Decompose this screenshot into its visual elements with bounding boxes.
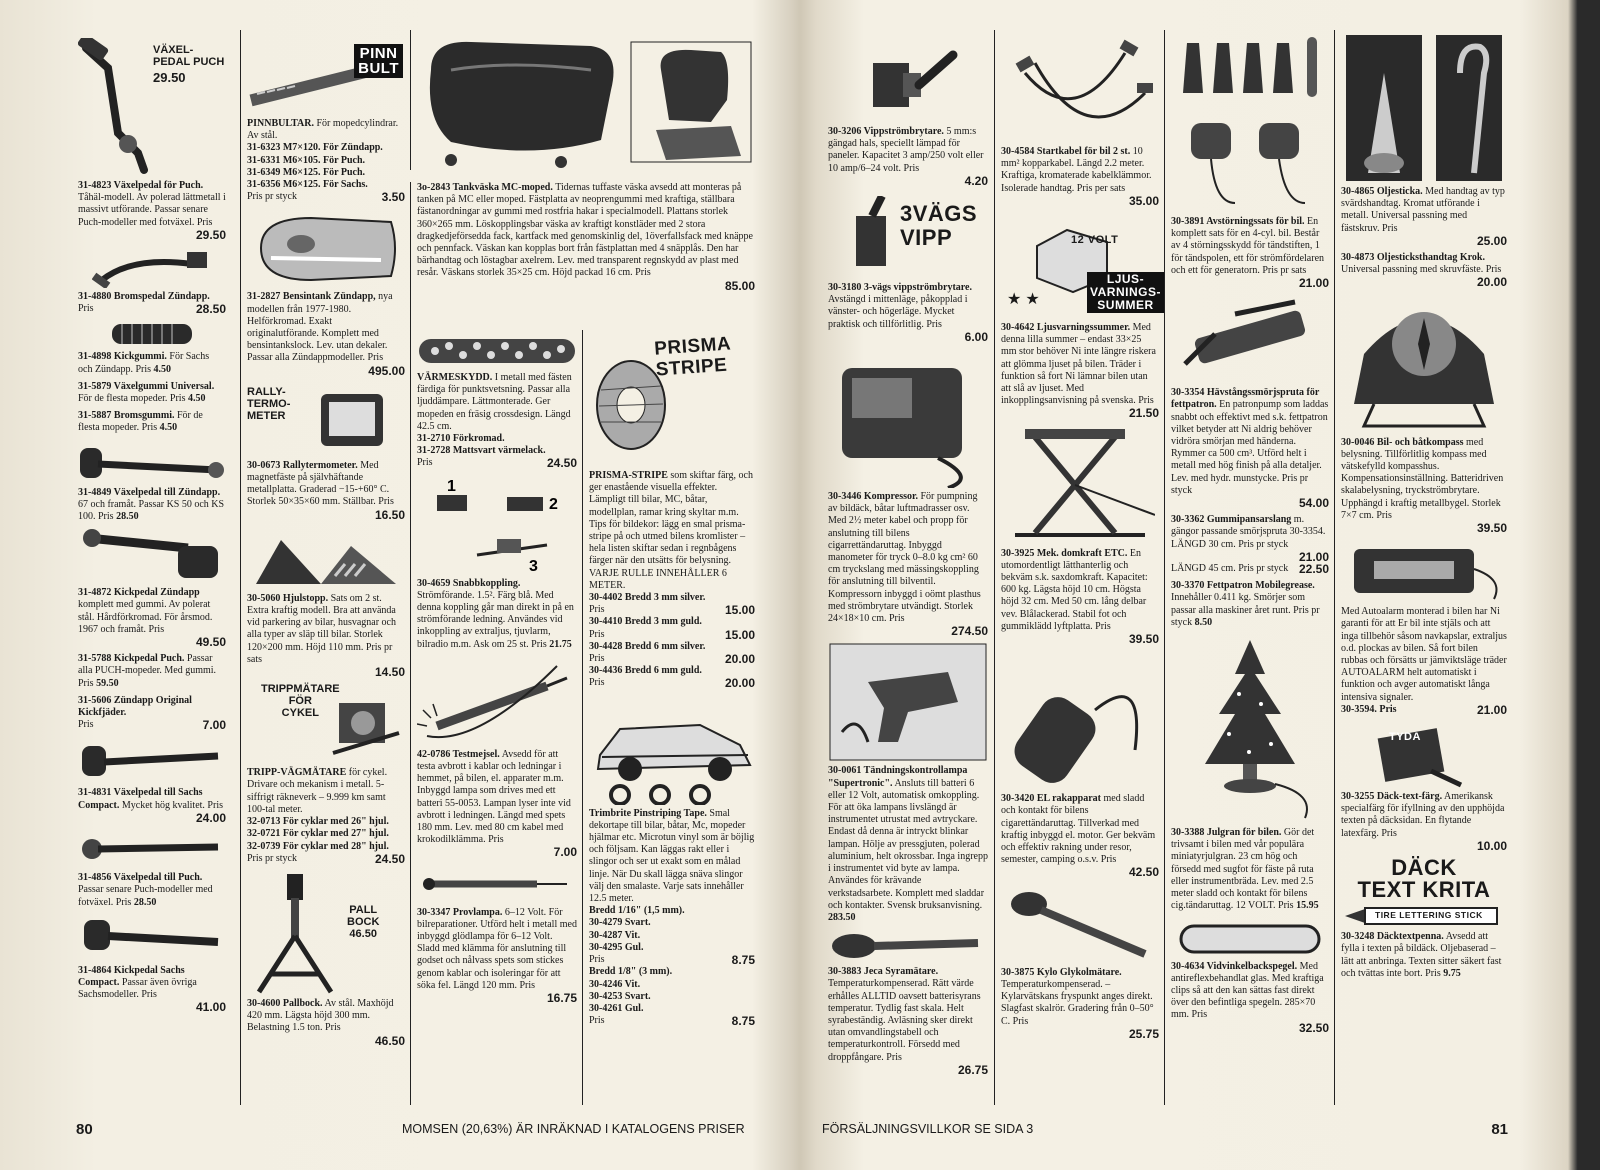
product-30-3370: 30-3370 Fettpatron Mobilegrease. Innehåller 0.411 kg. Smörjer som passar alla maskiner året runt. Pris pr styck 8.50: [1171, 580, 1320, 628]
product-30-0046: 30-0046 Bil- och båtkompass med belysning. Tillförlitlig kompass med vätskefylld kompasshus. Kompensationsinställning. Batteridriven skalabelysning, tryckströmbrytare. Upphängd i kraftig metallbygel. Storlek 7×7 cm. Pris 39.50: [1341, 436, 1507, 536]
ljusvarning-stamp: LJUS- VARNINGS- SUMMER: [1087, 272, 1164, 313]
prisma-stripe-stamp: PRISMA STRIPE: [653, 333, 732, 381]
tripp-illustration: [247, 683, 405, 767]
tyda-illustration: [1341, 721, 1507, 791]
3vags-vipp-stamp: 3VÄGS VIPP: [900, 201, 978, 251]
hjulstopp-icon: [251, 526, 401, 590]
product-30-3354: 30-3354 Hävstångssmörjspruta för fettpatron. En patronpump som laddas snabbt och effektivt med s.k. fettpatron vilket betyder att Ni aldrig behöver vidröra smörjan med händerna. Rymmer ca 500 cm³. Utförd helt i metall med hög finish på alla detaljer. Lev. med hydr. munstycke. Pris pr styck 54.00: [1171, 387, 1329, 511]
vaxelpedal-sachs-icon: [78, 736, 228, 784]
rakapparat-icon: [1005, 650, 1155, 790]
dack-text-krita-stamp: DÄCK TEXT KRITA: [1357, 855, 1491, 903]
kompass-icon: [1344, 294, 1504, 434]
kickpedal-zundapp-icon: [78, 528, 228, 584]
bromspedal-icon: [92, 246, 212, 288]
product-31-4898: 31-4898 Kickgummi. För Sachs och Zündapp. Pris 4.50: [78, 351, 210, 375]
product-3o-2843: 3o-2843 Tankväska MC-moped. Tidernas tuffaste väska avsedd att monteras på tanken på MC eller moped. Fästplatta av neoprengummi med kraftiga, ställbara fästanordningar av gummi med rostfria hakar i specialmodell. Plattans storlek 360×265 mm. Löskopplingsbar väska av kraftigt konstläder med 2 stora dragkedjeförsedda fack, kartfack med genomskinlig del, 1överfallsfack med knäppe och pennfack. Väskan kan kopplas bort från fästplattan med 4 snäpplås. Den har bärhandtag och löstagbar axelrem. Lev. med transparent regnskydd av plast med resår. Väskans storlek 35×25 cm. Höjd packad 16 cm. Pris 85.00: [417, 182, 755, 293]
rallytermometer-tag: RALLY- TERMO- METER: [247, 385, 291, 422]
footer-moms: MOMSEN (20,63%) ÄR INRÄKNAD I KATALOGENS PRISER: [402, 1122, 745, 1136]
rallytermometer-illustration: [247, 382, 405, 460]
product-30-3362: 30-3362 Gummipansarslang m. gängor passande smörjspruta 30-3354. LÄNGD 30 cm. Pris pr styck 21.00 LÄNGD 45 cm. Pris pr styck 22.50: [1171, 514, 1329, 577]
product-30-4873: 30-4873 Oljesticksthandtag Krok. Universal passning med skruvfäste. Pris 20.00: [1341, 252, 1507, 290]
bensintank-icon: [251, 208, 401, 288]
product-42-0786: 42-0786 Testmejsel. Avsedd för att testa avbrott i kablar och ledningar i hemmet, på bilen, el. apparater m.m. Inbyggd lampa som drives med ett batteri 55-0053. Lampan lyser inte vid avbrott i ledningen. Längd med spets 180 mm. Lev. med 80 cm kabel med krokodilklämma. Pris 7.00: [417, 748, 577, 860]
vaxelpedal-puch-tag-price: 29.50: [153, 70, 186, 85]
product-31-5606: 31-5606 Zündapp Original Kickfjäder. Pris 7.00: [78, 694, 226, 733]
avstorningssats-icon: [1175, 33, 1325, 213]
footer-villkor: FÖRSÄLJNINGSVILLKOR SE SIDA 3: [822, 1122, 1034, 1136]
product-pinnbultar: PINNBULTAR. För mopedcylindrar. Av stål. 31-6323 M7×120. För Zündapp. 31-6331 M6×105. För Puch. 31-6349 M6×125. För Puch. 31-6356 M6×125. För Sachs. Pris pr styck 3.50: [247, 118, 405, 205]
pallbock-illustration: [247, 870, 405, 998]
product-31-5788: 31-5788 Kickpedal Puch. Passar alla PUCH-mopeder. Med gummi. Pris 59.50: [78, 653, 217, 689]
domkraft-icon: [1005, 425, 1155, 545]
snabbkoppling-icon: [417, 475, 577, 575]
prisma-illustration: [589, 330, 755, 470]
3vags-illustration: [828, 192, 988, 282]
paint-bottle-icon: [1371, 721, 1471, 791]
termometer-icon: [315, 386, 395, 456]
tyda-label: TYDA: [1389, 731, 1421, 744]
left-column-3: [410, 330, 583, 1105]
left-page: [72, 30, 760, 1140]
product-30-3347: 30-3347 Provlampa. 6–12 Volt. För bilreparationer. Utförd helt i metall med inbyggd glödlampa för 6–12 Volt. Sladd med klämma för anslutning till godset och nålvass spets som stickes genom kablar och isoleringar för att söka fel. Längd 120 mm. Pris 16.75: [417, 906, 577, 1006]
vaxelpedal-zundapp-icon: [78, 440, 228, 484]
left-column-4: [582, 330, 761, 1105]
pedal-icon: [78, 38, 148, 178]
product-30-3388: 30-3388 Julgran för bilen. Gör det trivsamt i bilen med vår populära miniatyrjulgran. 23 cm hög och försedd med sugfot för fäste på ruta eller instrumentbräda. Lev. med 2.5 meter sladd och kontakt för bilens cig.tändaruttag. 12 VOLT. Pris 15.95: [1171, 827, 1319, 912]
right-column-1: [822, 30, 994, 1105]
product-30-4659: 30-4659 Snabbkoppling. Strömförande. 1.5². Färg blå. Med denna koppling går man direkt in på en strömförande ledning. Användes vid inkoppling av extraljus, tjuvlarm, bilradio m.m. Ask om 25 st. Pris 21.75: [417, 577, 574, 650]
product-30-3206: 30-3206 Vippströmbrytare. 5 mm:s gängad hals, speciellt lämpad för paneler. Kapacitet 3 amp/250 volt eller 10 amp/6–24 volt. Pris 4.20: [828, 126, 988, 188]
smorjspruta-icon: [1175, 294, 1325, 384]
product-30-0673: 30-0673 Rallytermometer. Med magnetfäste på självhäftande metallplatta. Graderad −15-+60° C. Storlek 50×35×60 mm. Ställbar. Pris 16.50: [247, 459, 405, 522]
autoalarm-icon: [1344, 539, 1504, 603]
product-30-3255: 30-3255 Däck-text-färg. Amerikansk specialfärg för ifyllning av den upphöjda texten på däcksidan. En flytande latexfärg. Pris 10.00: [1341, 791, 1507, 853]
product-30-3594: Med Autoalarm monterad i bilen har Ni garanti för att Er bil inte stjäls och att inga tillbehör såsom navkapslar, extraljus o.d. plockas av bilen. Så fort bilen rubbas och försätts ur jämviktsläge träder AUTOALARM helt automatiskt i funktion och avger automatiskt långa intensiva signaler. 30-3594. Pris 21.00: [1341, 606, 1507, 717]
product-31-4864: 31-4864 Kickpedal Sachs Compact. Passar även övriga Sachsmodeller. Pris 41.00: [78, 964, 226, 1015]
product-31-5887: 31-5887 Bromsgummi. För de flesta mopeder. Pris 4.50: [78, 410, 203, 434]
tire-lettering-stick-label: TIRE LETTERING STICK: [1375, 910, 1483, 921]
svg-text:3: 3: [529, 557, 538, 575]
julgran-icon: [1175, 634, 1325, 824]
kompressor-icon: [828, 348, 988, 488]
product-30-4584: 30-4584 Startkabel för bil 2 st. 10 mm² kopparkabel. Längd 2.2 meter. Kraftiga, kromaterade kabelklämmor. Isolerade handtag. Pris per sats 35.00: [1001, 146, 1159, 208]
pallbock-tag: PALL BOCK 46.50: [347, 903, 380, 940]
product-30-3420: 30-3420 EL rakapparat med sladd och kontakt för bilens cigarettändaruttag. Tillverkad med kraftig inbyggd el. motor. Ger bekväm och effektiv rakning under resor, semester, camping o.s.v. Pris 42.50: [1001, 793, 1159, 880]
product-30-4642: 30-4642 Ljusvarningssummer. Med denna lilla summer – endast 33×25 mm stor behöver Ni inte längre riskera att glömma ljuset på bilen. Träder i funktion så fort Ni lämnar bilen utan att slå av ljuset. Med inkopplingsanvisning på svenska. Pris 21.50: [1001, 322, 1159, 421]
product-30-3883: 30-3883 Jeca Syramätare. Temperaturkompenserad. Rätt värde erhålles ALLTID oavsett batterisyrans temperatur. Tydlig fast skala. Helt syrabeständig. Avläsning sker direkt utan omvandlingstabell och temperaturkontroll. Försedd med droppfångare. Pris 26.75: [828, 966, 988, 1077]
product-30-4600: 30-4600 Pallbock. Av stål. Maxhöjd 420 mm. Lägsta höjd 300 mm. Belastning 1.5 ton. Pris 46.50: [247, 997, 405, 1048]
product-30-0061: 30-0061 Tändningskontrollampa "Supertronic". Ansluts till batteri 6 eller 12 Volt, automatisk omkoppling. För att öka lampans livslängd är instrumentet utrustat med avtryckare. Endast då denna är intryckt blinkar lampan. Hölje av pressgjuten, polerad aluminium, helt okrossbar. Inga ingrepp i instrumentet vid byte av lampa. Användes för krävande verkstadsarbete. Komplett med sladdar och kontakter. Svensk bruksanvisning. 283.50: [828, 765, 988, 923]
kickpedal-sachs-icon: [78, 914, 228, 962]
product-30-3875: 30-3875 Kylo Glykolmätare. Temperaturkompenserad. – Kylarvätskans fryspunkt anges direkt. Slagfast skalrör. Gradering från 0–50° C. Pris 25.75: [1001, 966, 1159, 1041]
right-column-2: [994, 30, 1165, 1105]
testmejsel-icon: [417, 656, 577, 746]
product-prisma-stripe: PRISMA-STRIPE som skiftar färg, och ger enastående visuella effekter. Lämpligt till bilar, MC, båtar, modellplan, ramar kring skyltar m.m. Tips för bildekor: lägg en smal prisma-stripe på och utmed bilens kromlister – hela listen skiftar sedan i regnbågens färger när den utsätts för belysning. VARJE RULLE INNEHÅLLER 6 METER. 30-4402 Bredd 3 mm silver. Pris 15.00 30-4410 Bredd 3 mm guld. Pris 15.00 30-4428 Bredd 6 mm silver. Pris 20.00 30-4436 Bredd 6 mm guld. Pris 20.00: [589, 470, 755, 691]
tankvaska-illustration: [410, 30, 761, 170]
product-31-4831: 31-4831 Växelpedal till Sachs Compact. Mycket hög kvalitet. Pris 24.00: [78, 787, 226, 825]
pinnbult-illustration: [247, 30, 405, 118]
car-pinstripe-icon: [590, 695, 755, 805]
product-30-3925: 30-3925 Mek. domkraft ETC. En utomordentligt lätthanterlig och bekväm s.k. saxdomkraft. Kapacitet: 600 kg. Lägsta höjd 10 cm. Högsta höjd 32 cm. Med 50 cm. lång delbar vev. Blålackerad. Stabil fot och gummiklädd lyftplatta. Pris 39.50: [1001, 547, 1159, 647]
vaxelpedal-puch-illustration: [78, 30, 226, 180]
product-31-4872: 31-4872 Kickpedal Zündapp komplett med gummi. Av polerat stål. Hårdförkromad. För årsmod. 1967 och framåt. Pris 49.50: [78, 587, 226, 650]
product-30-3891: 30-3891 Avstörningssats för bil. En komplett sats för en 4-cyl. bil. Består av 4 störningsskydd för tändstiften, 1 för tändspolen, ett för strömfördelaren och ett för generatorn. Pris pr sats 21.00: [1171, 216, 1329, 291]
product-30-4865: 30-4865 Oljesticka. Med handtag av typ svärdshandtag. Kromat utförande i metall. Universal passning med fästskruv. Pris 25.00: [1341, 186, 1507, 248]
left-column-2: [240, 30, 411, 1105]
tripp-tag: TRIPPMÄTARE FÖR CYKEL: [261, 683, 340, 720]
provlampa-icon: [417, 864, 577, 904]
vaxelpedal-puch-tag: VÄXEL- PEDAL PUCH: [153, 44, 225, 68]
product-30-3446: 30-3446 Kompressor. För pumpning av bildäck, båtar luftmadrasser osv. Med 2½ meter kabel och propp för anslutning till bilens cigarrettändaruttag. Inbyggd manometer för tryck 0–8.0 kg cm² 60 cm tryckslang med mässingskoppling för anslutning till bilventil. Kompressorn inbyggd i oömt plasthus med strömbrytare utvändigt. Storlek 24×18×10 cm. Pris 274.50: [828, 491, 988, 639]
tandningskontrollampa-icon: [828, 642, 988, 762]
product-31-5879: 31-5879 Växelgummi Universal. För de flesta mopeder. Pris 4.50: [78, 380, 215, 405]
product-30-4634: 30-4634 Vidvinkelbackspegel. Med antireflexbehandlat glas. Med kraftiga clips så att den kan sättas fast direkt över den befintliga spegeln. 285×70 mm. Pris 32.50: [1171, 960, 1329, 1035]
varmeskydd-icon: [417, 333, 577, 369]
tankvaska-icon: [411, 30, 761, 170]
crayon-illustration: [1341, 905, 1507, 927]
product-31-4880: 31-4880 Bromspedal Zündapp. Pris 28.50: [78, 291, 226, 317]
product-varmeskydd: VÄRMESKYDD. I metall med fästen färdiga för punktsvetsning. Passar alla ljuddämpare. Lättmonterade. Ger mopeden en fräsig crossdesign. Längd 42.5 cm. 31-2710 Förkromad. 31-2728 Mattsvart värmelack. Pris 24.50: [417, 372, 577, 471]
tankvaska-text-block: [410, 182, 761, 332]
product-30-3180: 30-3180 3-vägs vippströmbrytare. Avstängd i mittenläge, påkopplad i vänster- och högerläge. Mycket praktisk och tillförlitlig. Pris 6.00: [828, 282, 988, 344]
right-page: [822, 30, 1512, 1140]
product-tripp-vagmatare: TRIPP-VÄGMÄTARE för cykel. Drivare och mekanism i metall. 5-siffrigt räkneverk – 9.999 km samt 100-tal meter. 32-0713 För cyklar med 26" hjul. 32-0721 För cyklar med 27" hjul. 32-0739 För cyklar med 28" hjul. Pris pr styck 24.50: [247, 767, 405, 866]
right-column-4: [1334, 30, 1513, 1105]
pinnbult-stamp: PINN BULT: [354, 44, 403, 78]
star-icons: ★ ★: [1007, 291, 1040, 309]
oljesticka-icon: [1344, 33, 1504, 183]
kickgummi-icon: [107, 320, 197, 348]
syramatare-icon: [828, 929, 988, 963]
page-number-right: 81: [1491, 1121, 1508, 1138]
pallbock-icon: [251, 870, 341, 996]
left-column-1: [72, 30, 232, 1105]
vaxelpedal-puch-2-icon: [78, 829, 228, 869]
glykolmatare-icon: [1005, 884, 1155, 964]
page-number-left: 80: [76, 1121, 93, 1138]
product-31-2827: 31-2827 Bensintank Zündapp, nya modellen från 1977-1980. Helförkromad. Exakt originalutförande. Komplett med bensintankslock. Lev. utan dekaler. Passar alla Zündappmodeller. Pris 495.00: [247, 291, 405, 378]
right-column-3: [1164, 30, 1335, 1105]
svg-text:2: 2: [549, 495, 558, 513]
product-trimbrite: Trimbrite Pinstriping Tape. Smal dekortape till bilar, båtar, Mc, mopeder hjälmar etc. Microtun vinyl som är böjlig och följsam. Kan läggas rakt eller i slingor och ser ut exakt som en målad linje. När Du skall lägga snäva slingor välj den smalaste. Varje sats innehåller 12.5 meter. Bredd 1/16" (1,5 mm). 30-4279 Svart. 30-4287 Vit. 30-4295 Gul. Pris 8.75 Bredd 1/8" (3 mm). 30-4246 Vit. 30-4253 Svart. 30-4261 Gul. Pris 8.75: [589, 807, 755, 1029]
backspegel-icon: [1175, 918, 1325, 958]
ljusvarning-illustration: [1001, 212, 1159, 322]
product-30-5060: 30-5060 Hjulstopp. Sats om 2 st. Extra kraftig modell. Bra att använda vid parkering av bilar, husvagnar och alla typer av släp till bilar. Storlek 120×200 mm. Höjd 110 mm. Pris pr sats 14.50: [247, 592, 405, 680]
12-volt-label: 12 VOLT: [1071, 234, 1119, 247]
product-31-4823: 31-4823 Växelpedal för Puch. Tåhäl-modell. Av polerad lättmetall i massivt utförande. Passar senare Puch-modeller med fotväxel. Pris 29.50: [78, 180, 226, 242]
vippstrombrytare-icon: [853, 33, 963, 123]
product-31-4856: 31-4856 Växelpedal till Puch. Passar senare Puch-modeller med fotväxel. Pris 28.50: [78, 872, 213, 908]
trippmatare-icon: [329, 693, 409, 763]
product-31-4849: 31-4849 Växelpedal till Zündapp. 67 och framåt. Passar KS 50 och KS 100. Pris 28.50: [78, 486, 225, 523]
3vags-switch-icon: [848, 196, 908, 280]
startkabel-icon: [1005, 33, 1155, 143]
svg-text:1: 1: [447, 477, 456, 495]
product-30-3248: 30-3248 Däcktextpenna. Avsedd att fylla i texten på bildäck. Oljebaserad – lätt att anbringa. Texten sitter säkert fast och tvättas inte bort. Pris 9.75: [1341, 931, 1502, 979]
